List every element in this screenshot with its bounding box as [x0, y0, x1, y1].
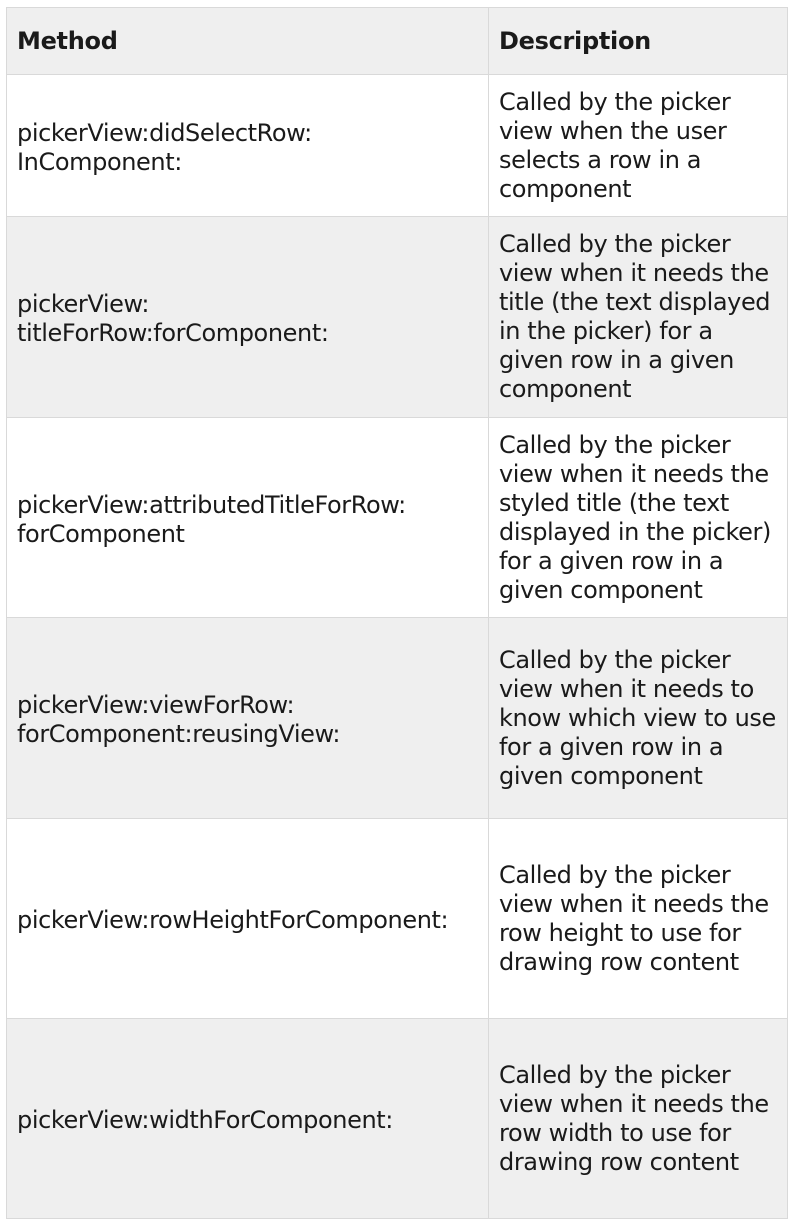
table-row: [7, 618, 788, 819]
description-cell: Called by the picker view when the user selects a row in a component: [489, 75, 788, 217]
table-row: [7, 418, 788, 618]
description-cell: Called by the picker view when it needs the row height to use for drawing row content: [489, 819, 788, 1019]
table-row: [7, 75, 788, 217]
method-cell: pickerView:viewForRow: forComponent:reusingView:: [7, 618, 489, 819]
description-cell: Called by the picker view when it needs to know which view to use for a given row in a given component: [489, 618, 788, 819]
method-cell: pickerView:attributedTitleForRow: forComponent: [7, 418, 489, 618]
description-cell: Called by the picker view when it needs the styled title (the text displayed in the picker) for a given row in a given component: [489, 418, 788, 618]
method-cell: pickerView: titleForRow:forComponent:: [7, 217, 489, 418]
table-row: [7, 819, 788, 1019]
method-cell: pickerView:didSelectRow: InComponent:: [7, 75, 489, 217]
table-header-row: [7, 8, 788, 75]
method-cell: pickerView:rowHeightForComponent:: [7, 819, 489, 1019]
methods-table: [6, 7, 788, 1219]
description-cell: Called by the picker view when it needs the row width to use for drawing row content: [489, 1019, 788, 1219]
header-method: Method: [7, 8, 489, 75]
method-cell: pickerView:widthForComponent:: [7, 1019, 489, 1219]
header-description: Description: [489, 8, 788, 75]
table-row: [7, 1019, 788, 1219]
table-row: [7, 217, 788, 418]
description-cell: Called by the picker view when it needs the title (the text displayed in the picker) for a given row in a given component: [489, 217, 788, 418]
